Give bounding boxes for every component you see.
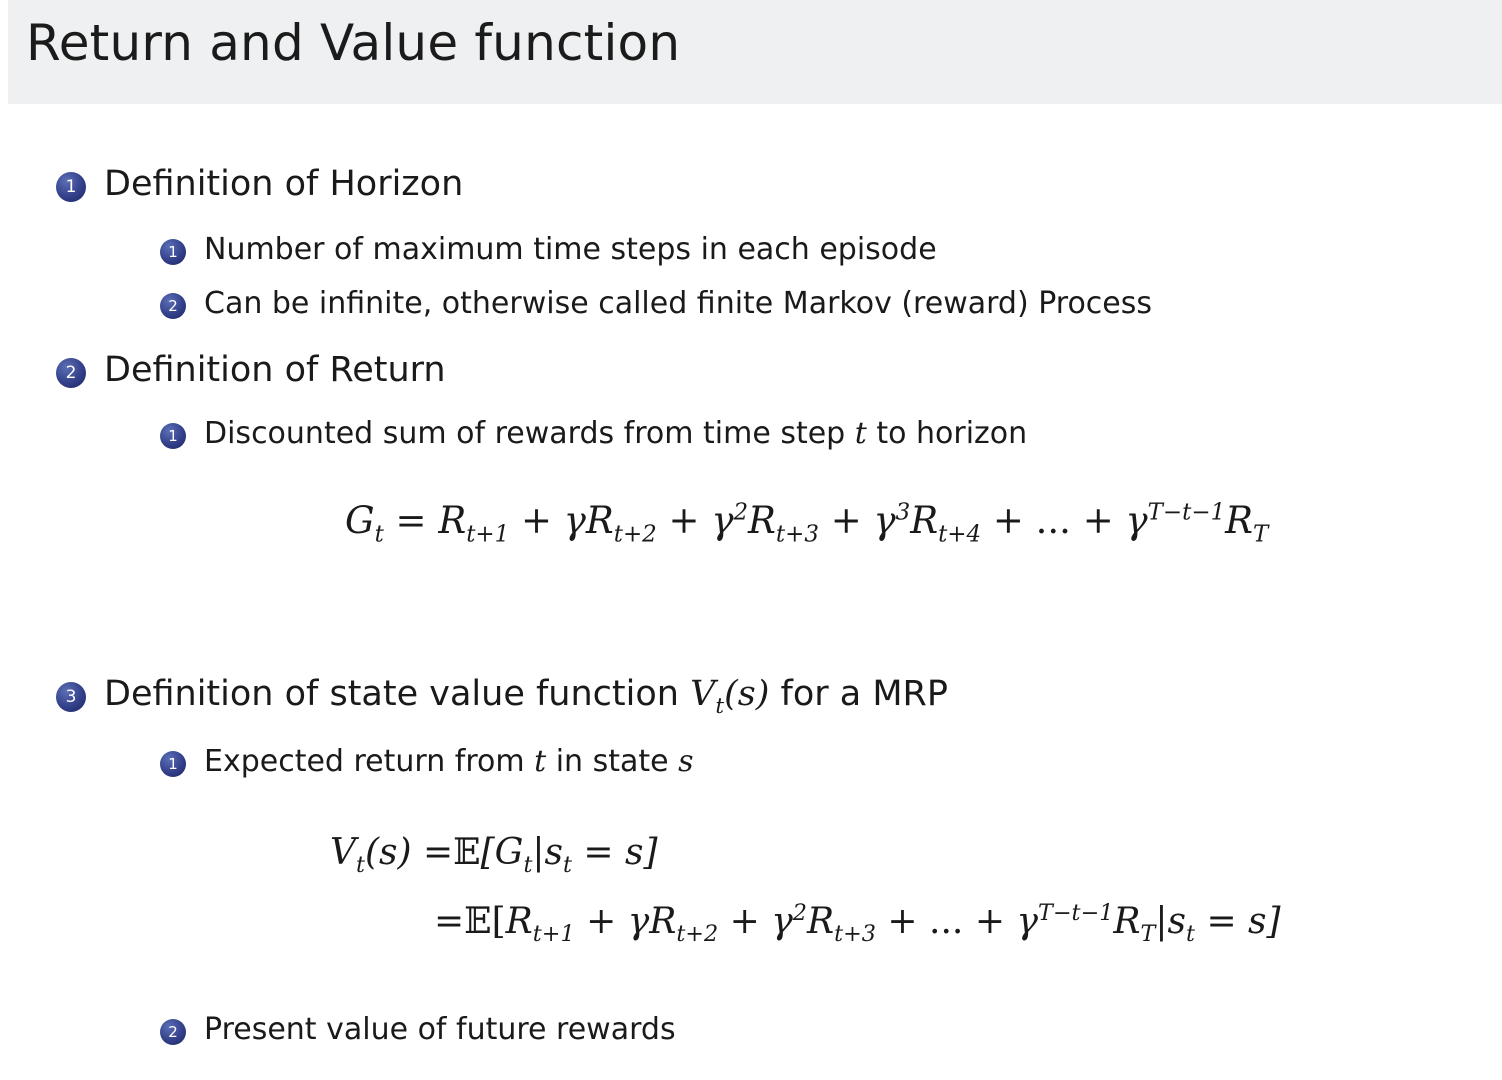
page-title: Return and Value function [26, 14, 681, 72]
eq-condition-sub: t [1186, 921, 1195, 948]
eq-condition: |s [1155, 901, 1187, 943]
list-item-label: Can be infinite, otherwise called finite Markov (reward) Process [204, 286, 1153, 321]
eq-lhs: V [330, 832, 356, 873]
list-item-horizon-sub-2 [160, 286, 1502, 321]
slide-title-bar [0, 0, 1502, 104]
eq-term-3: R [807, 901, 835, 943]
bullet-marker: 3 [56, 682, 86, 712]
eq-term-1: R [505, 901, 533, 943]
eq-condition-sub: t [563, 852, 572, 879]
list-item-definition-of-return [56, 350, 1496, 391]
eq-end: = s] [1195, 901, 1281, 943]
eq-gamma: γ [1125, 499, 1148, 542]
eq-term-4: R [910, 499, 939, 542]
list-item-definition-of-state-value-function [56, 674, 1496, 720]
eq-term-1-sub: t+1 [466, 521, 510, 548]
variable-s: s [678, 744, 694, 779]
eq-term-2: R [585, 499, 614, 542]
eq-gamma-exp-T: T−t−1 [1037, 900, 1114, 927]
eq-plus: + [586, 901, 617, 943]
eq-lhs-sub: t [356, 852, 365, 879]
equation-value-line-2 [434, 900, 1281, 947]
eq-lhs: G [345, 499, 375, 542]
eq-ellipsis: ... [1035, 499, 1071, 542]
eq-term-2-sub: t+2 [613, 521, 657, 548]
bullet-marker: 1 [160, 751, 186, 777]
eq-term-1-sub: t+1 [532, 921, 575, 948]
eq-term-3-sub: t+3 [834, 921, 876, 948]
eq-term-3: R [748, 499, 776, 542]
eq-plus: + [974, 901, 1006, 943]
eq-gamma-exp-3: 3 [895, 499, 911, 526]
equation-value-function [330, 832, 1281, 947]
eq-term-2-sub: t+2 [676, 921, 719, 948]
text-post: for a MRP [769, 674, 948, 714]
eq-plus: + [1082, 499, 1114, 542]
eq-plus: + [887, 901, 918, 943]
eq-open-bracket: [ [491, 901, 506, 943]
list-item-definition-of-horizon [56, 164, 1496, 205]
list-item-label [204, 744, 1502, 779]
bullet-marker: 1 [160, 239, 186, 265]
bullet-marker: 1 [56, 172, 86, 202]
list-item-label: Number of maximum time steps in each episode [204, 232, 937, 267]
eq-body: [G [480, 832, 524, 873]
eq-plus: + [668, 499, 700, 542]
eq-plus: + [520, 499, 552, 542]
eq-condition: |s [532, 832, 564, 873]
bullet-marker: 2 [160, 1019, 186, 1045]
eq-lhs-sub: t [374, 521, 384, 548]
eq-plus: + [992, 499, 1024, 542]
equation-return [345, 499, 1268, 547]
eq-term-T: R [1225, 499, 1254, 542]
eq-plus: + [830, 499, 862, 542]
text-pre: Expected return from [204, 744, 535, 779]
slide-body [0, 104, 1502, 1080]
function-argument: (s) [724, 674, 770, 714]
eq-gamma: γ [563, 499, 586, 542]
eq-gamma: γ [627, 901, 650, 943]
text-post: to horizon [866, 416, 1028, 451]
eq-gamma-exp-T: T−t−1 [1147, 499, 1226, 526]
expectation-operator: 𝔼 [453, 832, 481, 873]
eq-gamma: γ [1016, 901, 1038, 943]
text-pre: Definition of state value function [104, 674, 691, 714]
list-item-value-sub-2 [160, 1012, 1502, 1047]
eq-gamma: γ [771, 901, 793, 943]
list-item-label: Definition of Return [104, 350, 446, 390]
eq-end: = s] [571, 832, 658, 873]
eq-gamma: γ [711, 499, 734, 542]
bullet-marker: 1 [160, 423, 186, 449]
list-item-return-sub-1 [160, 416, 1502, 451]
list-item-label [104, 674, 1496, 720]
list-item-value-sub-1 [160, 744, 1502, 779]
eq-term-2: R [649, 901, 677, 943]
variable-t: t [854, 416, 867, 451]
eq-plus: + [729, 901, 760, 943]
eq-equals: = [423, 832, 454, 873]
function-subscript-t: t [715, 694, 725, 719]
list-item-horizon-sub-1 [160, 232, 1502, 267]
list-item-label: Definition of Horizon [104, 164, 464, 204]
eq-term-T: R [1113, 901, 1141, 943]
eq-term-1: R [438, 499, 467, 542]
bullet-marker: 2 [160, 293, 186, 319]
eq-gamma-exp-2: 2 [792, 900, 807, 927]
list-item-label [204, 416, 1502, 451]
expectation-operator: 𝔼 [464, 901, 492, 943]
eq-term-T-sub: T [1140, 921, 1156, 948]
eq-body-sub: t [523, 852, 533, 879]
bullet-marker: 2 [56, 358, 86, 388]
equation-value-line-1 [330, 832, 1281, 878]
eq-lhs-arg: (s) [364, 832, 412, 873]
eq-term-T-sub: T [1253, 521, 1269, 548]
text-pre: Discounted sum of rewards from time step [204, 416, 855, 451]
eq-gamma-exp-2: 2 [733, 499, 749, 526]
eq-term-3-sub: t+3 [775, 521, 819, 548]
eq-equals: = [434, 901, 465, 943]
title-accent-bar [0, 0, 8, 104]
eq-term-4-sub: t+4 [938, 521, 982, 548]
eq-equals: = [395, 499, 427, 542]
eq-gamma: γ [873, 499, 896, 542]
text-mid: in state [546, 744, 679, 779]
variable-t: t [534, 744, 547, 779]
list-item-label: Present value of future rewards [204, 1012, 676, 1047]
eq-ellipsis: ... [929, 901, 964, 943]
function-symbol-V: V [690, 674, 716, 714]
